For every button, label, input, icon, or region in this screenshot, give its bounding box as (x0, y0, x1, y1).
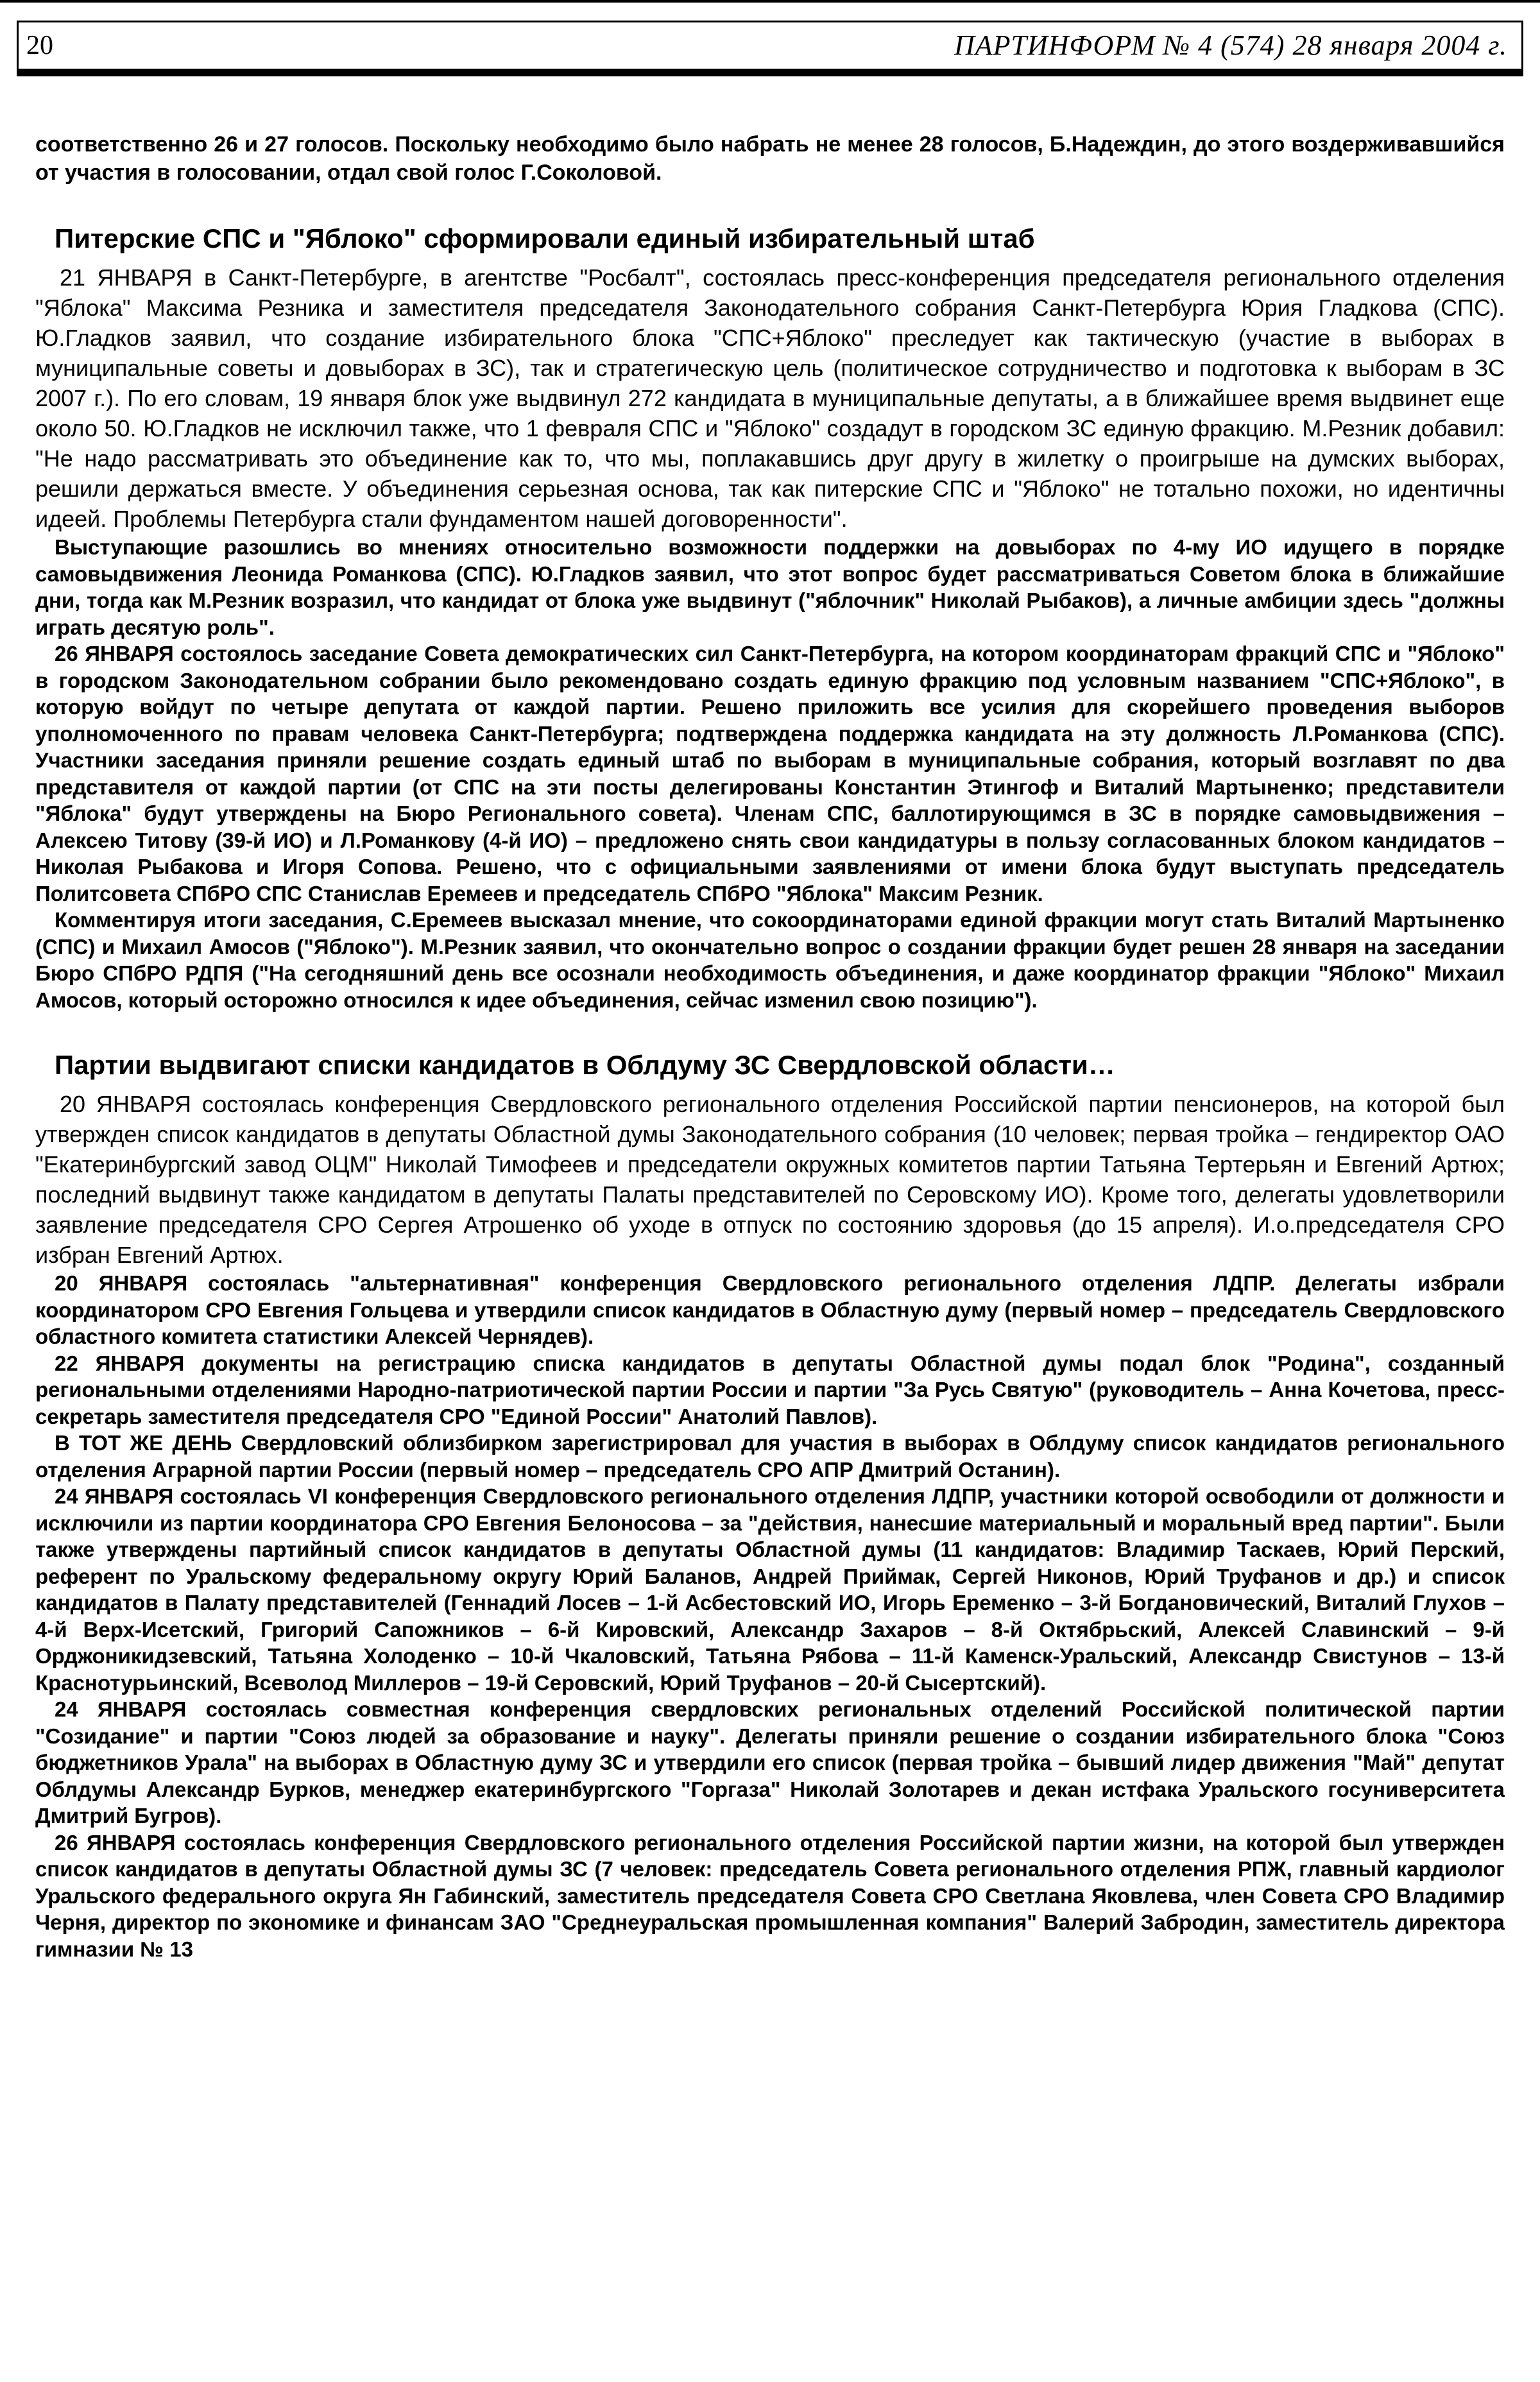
article-paragraph: В ТОТ ЖЕ ДЕНЬ Свердловский облизбирком зарегистрировал для участия в выборах в Облдуму список кандидатов регионального отделения Аграрной партии России (первый номер – председатель СРО АПР Дмитрий Останин). (35, 1431, 1505, 1482)
article-paragraph: 22 ЯНВАРЯ документы на регистрацию списка кандидатов в депутаты Областной думы подал блок "Родина", созданный региональными отделениями Народно-патриотической партии России и партии "За Русь Святую" (руководитель – Анна Кочетова, пресс-секретарь заместителя председателя СРО "Единой России" Анатолий Павлов). (35, 1351, 1505, 1428)
article-paragraph: Выступающие разошлись во мнениях относительно возможности поддержки на довыборах по 4-му ИО идущего в порядке самовыдвижения Леонида Романкова (СПС). Ю.Гладков заявил, что этот вопрос будет рассматриваться Советом блока в ближайшие дни, тогда как М.Резник возразил, что кандидат от блока уже выдвинут ("яблочник" Николай Рыбаков), а личные амбиции здесь "должны играть десятую роль". (35, 535, 1505, 639)
article-paragraph: 26 ЯНВАРЯ состоялось заседание Совета демократических сил Санкт-Петербурга, на котором координаторам фракций СПС и "Яблоко" в городском Законодательном собрании было рекомендовано создать единую фракцию под условным названием "СПС+Яблоко", в которую войдут по четыре депутата от каждой партии. Решено приложить все усилия для скорейшего проведения выборов уполномоченного по правам человека Санкт-Петербурга; подтверждена поддержка кандидата на эту должность Л.Романкова (СПС). Участники заседания приняли решение создать единый штаб по выборам в муниципальные собрания, который возглавят по два представителя от каждой партии (от СПС на эти посты делегированы Константин Этингоф и Виталий Мартыненко; представители "Яблока" будут утверждены на Бюро Регионального совета). Членам СПС, баллотирующимся в ЗС в порядке самовыдвижения – Алексею Титову (39-й ИО) и Л.Романкову (4-й ИО) – предложено снять свои кандидатуры в пользу согласованных блоком кандидатов – Николая Рыбакова и Игоря Сопова. Решено, что с официальными заявлениями от имени блока будут выступать председатель Политсовета СПбРО СПС Станислав Еремеев и председатель СПбРО "Яблока" Максим Резник. (35, 642, 1505, 905)
article-paragraph: 24 ЯНВАРЯ состоялась совместная конференция свердловских региональных отделений Российской политической партии "Созидание" и партии "Союз людей за образование и науку". Делегаты приняли решение о создании избирательного блока "Союз бюджетников Урала" на выборах в Областную думу ЗС и утвердили его список (первая тройка – бывший лидер движения "Май" депутат Облдумы Александр Бурков, менеджер екатеринбургского "Горгаза" Николай Золотарев и декан истфака Уральского госуниверситета Дмитрий Бугров). (35, 1697, 1505, 1828)
article-heading: Партии выдвигают списки кандидатов в Облдуму ЗС Свердловской области… (55, 1050, 1115, 1080)
article-paragraph: 26 ЯНВАРЯ состоялась конференция Свердловского регионального отделения Российской партии жизни, на которой был утвержден список кандидатов в депутаты Областной думы ЗС (7 человек: председатель Совета регионального отделения РПЖ, главный кардиолог Уральского федерального округа Ян Габинский, заместитель председателя Совета СРО Светлана Яковлева, член Совета СРО Владимир Черня, директор по экономике и финансам ЗАО "Среднеуральская промышленная компания" Валерий Забродин, заместитель директора гимназии № 13 (35, 1830, 1505, 1961)
page-number: 20 (26, 31, 53, 60)
page-header (17, 21, 1523, 76)
continuation-paragraph: соответственно 26 и 27 голосов. Поскольку необходимо было набрать не менее 28 голосов, Б.Надеждин, до этого воздерживавшийся от участия в голосовании, отдал свой голос Г.Соколовой. (35, 132, 1505, 185)
article-heading: Питерские СПС и "Яблоко" сформировали единый избирательный штаб (55, 223, 1035, 253)
article-paragraph: 21 ЯНВАРЯ в Санкт-Петербурге, в агентстве "Росбалт", состоялась пресс-конференция председателя регионального отделения "Яблока" Максима Резника и заместителя председателя Законодательного собрания Санкт-Петербурга Юрия Гладкова (СПС). Ю.Гладков заявил, что создание избирательного блока "СПС+Яблоко" преследует как тактическую (участие в выборах в муниципальные советы и довыборах в ЗС), так и стратегическую цель (политическое сотрудничество и подготовка к выборам в ЗС 2007 г.). По его словам, 19 января блок уже выдвинул 272 кандидата в муниципальные депутаты, а в ближайшее время выдвинет еще около 50. Ю.Гладков не исключил также, что 1 февраля СПС и "Яблоко" создадут в городском ЗС единую фракцию. М.Резник добавил: "Не надо рассматривать это объединение как то, что мы, поплакавшись друг другу в жилетку о проигрыше на думских выборах, решили держаться вместе. У объединения серьезная основа, так как питерские СПС и "Яблоко" не тотально похожи, но идентичны идеей. Проблемы Петербурга стали фундаментом нашей договоренности". (35, 264, 1505, 532)
article-paragraph: 20 ЯНВАРЯ состоялась "альтернативная" конференция Свердловского регионального отделения ЛДПР. Делегаты избрали координатором СРО Евгения Гольцева и утвердили список кандидатов в Областную думу (первый номер – председатель Свердловского областного комитета статистики Алексей Чернядев). (35, 1271, 1505, 1348)
issue-title: ПАРТИНФОРМ № 4 (574) 28 января 2004 г. (954, 30, 1507, 61)
article-paragraph: 20 ЯНВАРЯ состоялась конференция Свердловского регионального отделения Российской партии пенсионеров, на которой был утвержден список кандидатов в депутаты Областной думы Законодательного собрания (10 человек; первая тройка – гендиректор ОАО "Екатеринбургский завод ОЦМ" Николай Тимофеев и председатели окружных комитетов партии Татьяна Тертерьян и Евгений Артюх; последний выдвинут также кандидатом в депутаты Палаты представителей по Серовскому ИО). Кроме того, делегаты удовлетворили заявление председателя СРО Сергея Атрошенко об уходе в отпуск по состоянию здоровья (до 15 апреля). И.о.председателя СРО избран Евгений Артюх. (35, 1091, 1505, 1268)
sections (35, 223, 1505, 1962)
article-paragraph: 24 ЯНВАРЯ состоялась VI конференция Свердловского регионального отделения ЛДПР, участники которой освободили от должности и исключили из партии координатора СРО Евгения Белоносова – за "действия, нанесшие материальный и моральный вред партии". Были также утверждены партийный список кандидатов в депутаты Областной думы (11 кандидатов: Владимир Таскаев, Юрий Перский, референт по Уральскому федеральному округу Юрий Баланов, Андрей Приймак, Сергей Никонов, Юрий Труфанов и др.) и список кандидатов в Палату представителей (Геннадий Лосев – 1-й Асбестовский ИО, Игорь Еременко – 3-й Богдановический, Виталий Глухов – 4-й Верх-Исетский, Григорий Сапожников – 6-й Кировский, Александр Захаров – 8-й Октябрьский, Алексей Славинский – 9-й Орджоникидзевский, Татьяна Холоденко – 10-й Чкаловский, Татьяна Рябова – 11-й Каменск-Уральский, Александр Свистунов – 13-й Краснотурьинский, Всеволод Миллеров – 19-й Серовский, Юрий Труфанов – 20-й Сысертский). (35, 1484, 1505, 1695)
article-paragraph: Комментируя итоги заседания, С.Еремеев высказал мнение, что сокоординаторами единой фракции могут стать Виталий Мартыненко (СПС) и Михаил Амосов ("Яблоко"). М.Резник заявил, что окончательно вопрос о создании фракции будет решен 28 января на заседании Бюро СПбРО РДПЯ ("На сегодняшний день все осознали необходимость объединения, и даже координатор фракции "Яблоко" Михаил Амосов, который осторожно относился к идее объединения, сейчас изменил свою позицию"). (35, 908, 1505, 1012)
page-top-rule (0, 0, 1540, 3)
document-body (35, 130, 1505, 1962)
